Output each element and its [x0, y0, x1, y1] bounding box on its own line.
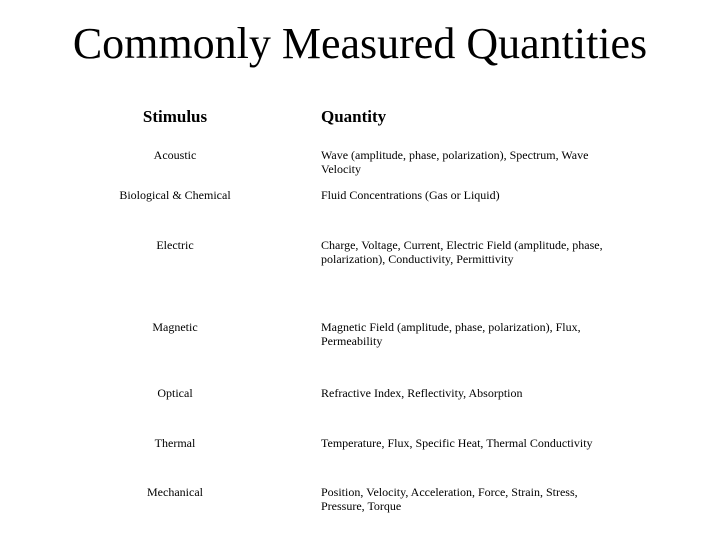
stimulus-cell-acoustic: Acoustic	[153, 148, 197, 162]
stimulus-cell-electric: Electric	[156, 238, 194, 252]
page-title: Commonly Measured Quantities	[72, 19, 648, 68]
stimulus-cell-mechanical: Mechanical	[147, 485, 203, 499]
quantity-cell-acoustic: Wave (amplitude, phase, polarization), Spectrum, Wave Velocity	[321, 148, 589, 176]
stimulus-cell-thermal: Thermal	[154, 436, 196, 450]
stimulus-cell-magnetic: Magnetic	[152, 320, 198, 334]
stimulus-column-header: Stimulus	[142, 107, 208, 126]
stimulus-cell-optical: Optical	[157, 386, 193, 400]
quantity-cell-electric: Charge, Voltage, Current, Electric Field (amplitude, phase, polarization), Conductivity, Permittivity	[321, 238, 603, 266]
quantity-cell-mechanical: Position, Velocity, Acceleration, Force, Strain, Stress, Pressure, Torque	[321, 485, 578, 513]
quantity-cell-thermal: Temperature, Flux, Specific Heat, Thermal Conductivity	[321, 436, 593, 450]
stimulus-cell-biological-chemical: Biological & Chemical	[119, 188, 231, 202]
quantity-cell-optical: Refractive Index, Reflectivity, Absorption	[321, 386, 523, 400]
quantity-column-header: Quantity	[321, 107, 387, 126]
quantity-cell-biological-chemical: Fluid Concentrations (Gas or Liquid)	[321, 188, 500, 202]
quantity-cell-magnetic: Magnetic Field (amplitude, phase, polarization), Flux, Permeability	[321, 320, 581, 348]
